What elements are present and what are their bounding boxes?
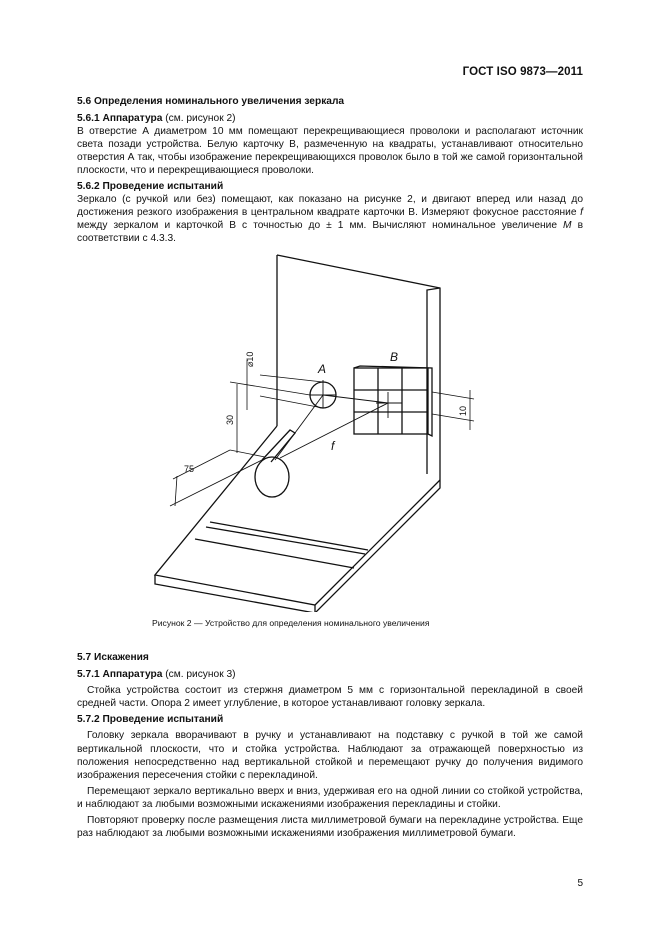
- figure-reference: (см. рисунок 2): [162, 113, 236, 125]
- figure-2-apparatus: [140, 250, 520, 612]
- symbol-m: M: [563, 219, 572, 231]
- text-run: Зеркало (с ручкой или без) помещают, как показано на рисунке 2, и двигают вперед или назад до достижения резкого изображения в центральном квадрате карточки В. Измеряют фокусное расстояние: [77, 193, 583, 218]
- dimension-diameter-10: ⌀10: [245, 351, 255, 367]
- section-heading: 5.6 Определения номинального увеличения зеркала: [77, 96, 345, 107]
- paragraph: [77, 193, 583, 245]
- paragraph: Стойка устройства состоит из стержня диаметром 5 мм с горизонтальной перекладиной в своей средней части. Опора 2 имеет углубление, в которое устанавливают головку зеркала.: [77, 685, 583, 710]
- text-run: между зеркалом и карточкой В с точностью до ± 1 мм. Вычисляют номинальное увеличение: [77, 219, 564, 231]
- subsection-number-title: 5.6.1 Аппаратура: [77, 113, 163, 125]
- subsection-title: [77, 668, 583, 681]
- dimension-10: 10: [458, 405, 468, 416]
- section-heading: 5.7 Искажения: [77, 652, 149, 663]
- paragraph: Перемещают зеркало вертикально вверх и вниз, удерживая его на одной линии со стойкой устройства, и наблюдают за любыми возможными искажениями изображения перекладины и стойки.: [77, 785, 583, 810]
- page-number: 5: [577, 878, 583, 889]
- paragraph: В отверстие А диаметром 10 мм помещают перекрещивающиеся проволоки и располагают источник света позади устройства. Белую карточку В, размеченную на квадраты, устанавливают относительно отверстия А так, чтобы изображение перекрещивающихся проволок было в той же самой горизонтальной плоскости, что и перекрещивающиеся проволоки.: [77, 126, 583, 177]
- section-5-6: [77, 95, 583, 245]
- paragraph: Головку зеркала вворачивают в ручку и устанавливают на подставку с ручкой в той же самой вертикальной плоскости, что и стойка устройства. Наблюдают за отражающей поверхностью из положения непосредственно над вертикальной стойкой и перемещают ручку до получения видимого изображения пересечения стойки с перекладиной.: [77, 730, 583, 781]
- subsection-title: 5.7.2 Проведение испытаний: [77, 714, 224, 726]
- document-id: ГОСТ ISO 9873—2011: [462, 66, 583, 78]
- subsection-number-title: 5.7.1 Аппаратура: [77, 669, 163, 681]
- dimension-30: 30: [225, 414, 235, 425]
- label-b: B: [390, 350, 399, 364]
- label-a: A: [318, 362, 327, 376]
- text-run: в соответствии с 4.3.3.: [77, 219, 583, 244]
- figure-caption: Рисунок 2 — Устройство для определения номинального увеличения: [152, 618, 430, 628]
- paragraph: Повторяют проверку после размещения листа миллиметровой бумаги на перекладине устройства. Еще раз наблюдают за любыми возможными искажениями изображения миллиметровой бумаги.: [77, 815, 583, 840]
- dimension-75: 75: [184, 464, 195, 474]
- label-f: f: [331, 439, 335, 453]
- subsection-title: [77, 112, 583, 125]
- subsection-title: 5.6.2 Проведение испытаний: [77, 180, 224, 192]
- section-5-7: [77, 651, 583, 840]
- figure-reference: (см. рисунок 3): [162, 669, 236, 681]
- symbol-f: f: [580, 206, 583, 218]
